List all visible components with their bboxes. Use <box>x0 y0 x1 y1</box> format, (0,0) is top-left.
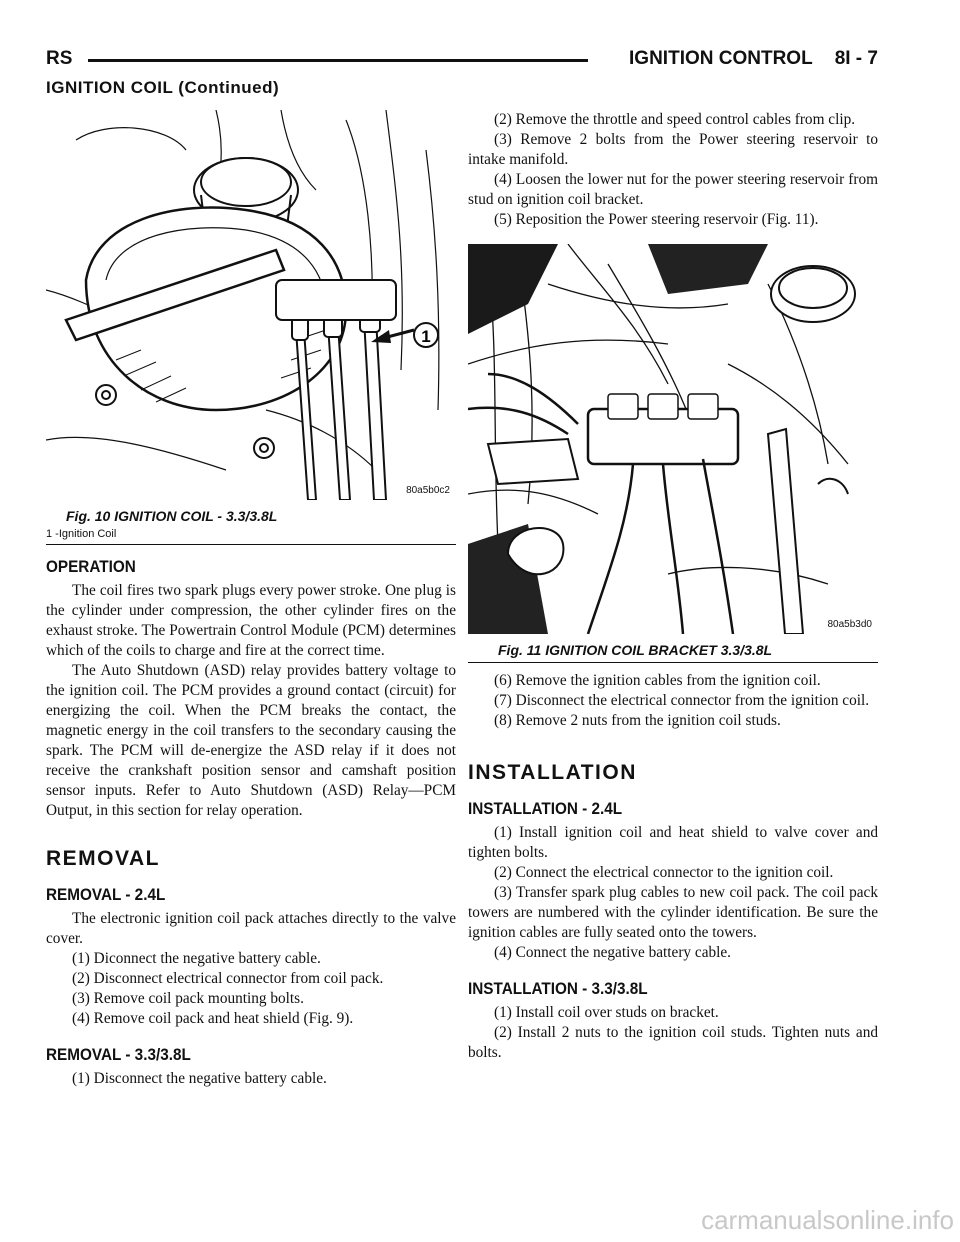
page-header <box>46 46 878 76</box>
installation-2-4l-step: (3) Transfer spark plug cables to new coil pack. The coil pack towers are numbered with the cylinder identification. Be sure the ignition cables are fully seated onto the towers. <box>468 884 878 941</box>
installation-2-4l-step: (2) Connect the electrical connector to the ignition coil. <box>494 864 834 881</box>
removal-3-3-3-8l-step: (6) Remove the ignition cables from the ignition coil. <box>494 672 821 689</box>
removal-3-3-3-8l-step: (2) Remove the throttle and speed control cables from clip. <box>494 111 856 128</box>
removal-2-4l-step: (2) Disconnect electrical connector from coil pack. <box>72 970 384 987</box>
figure-10 <box>46 110 456 500</box>
installation-2-4l-heading: INSTALLATION - 2.4L <box>468 799 623 818</box>
removal-3-3-3-8l-heading: REMOVAL - 3.3/3.8L <box>46 1045 191 1064</box>
left-column <box>46 110 456 1089</box>
operation-paragraph-1: The coil fires two spark plugs every power stroke. One plug is the cylinder under compression, the other cylinder fires on the exhaust stroke. The Powertrain Control Module (PCM) determines which of the coils to charge and fire at the correct time. <box>46 582 456 659</box>
figure-11-rule <box>468 662 878 663</box>
removal-2-4l-step: (1) Diconnect the negative battery cable. <box>72 950 321 967</box>
figure-11-code: 80a5b3d0 <box>827 619 872 630</box>
figure-10-caption: Fig. 10 IGNITION COIL - 3.3/3.8L <box>66 508 278 524</box>
figure-11-caption: Fig. 11 IGNITION COIL BRACKET 3.3/3.8L <box>498 642 773 658</box>
figure-11 <box>468 244 878 634</box>
removal-3-3-3-8l-step: (1) Disconnect the negative battery cable. <box>72 1070 327 1087</box>
header-model-code: RS <box>46 48 73 69</box>
installation-heading: INSTALLATION <box>468 761 637 784</box>
watermark: carmanualsonline.info <box>701 1205 954 1235</box>
installation-3-3-3-8l-step: (1) Install coil over studs on bracket. <box>494 1004 719 1021</box>
removal-3-3-3-8l-step: (5) Reposition the Power steering reservoir (Fig. 11). <box>494 211 819 228</box>
removal-3-3-3-8l-step: (7) Disconnect the electrical connector from the ignition coil. <box>494 692 870 709</box>
header-rule <box>88 59 588 62</box>
figure-10-callout-1: 1 <box>421 327 431 346</box>
figure-10-rule <box>46 544 456 545</box>
removal-3-3-3-8l-step: (8) Remove 2 nuts from the ignition coil studs. <box>494 712 781 729</box>
continued-title: IGNITION COIL (Continued) <box>46 78 280 97</box>
installation-2-4l-step: (1) Install ignition coil and heat shield to valve cover and tighten bolts. <box>468 824 878 861</box>
removal-3-3-3-8l-step: (3) Remove 2 bolts from the Power steering reservoir to intake manifold. <box>468 131 878 168</box>
figure-10-legend: 1 -Ignition Coil <box>46 528 117 540</box>
ignition-coil-illustration <box>46 110 456 500</box>
removal-2-4l-step: (4) Remove coil pack and heat shield (Fig. 9). <box>72 1010 354 1027</box>
header-page-number: 8I - 7 <box>834 48 878 69</box>
operation-paragraph-2: The Auto Shutdown (ASD) relay provides battery voltage to the ignition coil. The PCM provides a ground contact (circuit) for energizing the coil. When the PCM breaks the contact, the magnetic energy in the coil transfers to the secondary causing the spark. The PCM will de-energize the ASD relay if it does not receive the crankshaft position sensor and camshaft position sensor inputs. Refer to Auto Shutdown (ASD) Relay—PCM Output, in this section for relay operation. <box>46 662 456 819</box>
ignition-coil-bracket-illustration <box>468 244 878 634</box>
removal-heading: REMOVAL <box>46 847 160 870</box>
removal-2-4l-step: (3) Remove coil pack mounting bolts. <box>72 990 304 1007</box>
header-right <box>629 48 878 70</box>
installation-3-3-3-8l-step: (2) Install 2 nuts to the ignition coil studs. Tighten nuts and bolts. <box>468 1024 878 1061</box>
installation-2-4l-step: (4) Connect the negative battery cable. <box>494 944 731 961</box>
installation-3-3-3-8l-heading: INSTALLATION - 3.3/3.8L <box>468 979 648 998</box>
removal-3-3-3-8l-step: (4) Loosen the lower nut for the power steering reservoir from stud on ignition coil bracket. <box>468 171 878 208</box>
header-section-title: IGNITION CONTROL <box>629 48 813 69</box>
removal-2-4l-intro: The electronic ignition coil pack attaches directly to the valve cover. <box>46 910 456 947</box>
figure-10-code: 80a5b0c2 <box>406 485 450 496</box>
operation-heading: OPERATION <box>46 557 136 576</box>
removal-2-4l-heading: REMOVAL - 2.4L <box>46 885 166 904</box>
right-column <box>468 110 878 1063</box>
